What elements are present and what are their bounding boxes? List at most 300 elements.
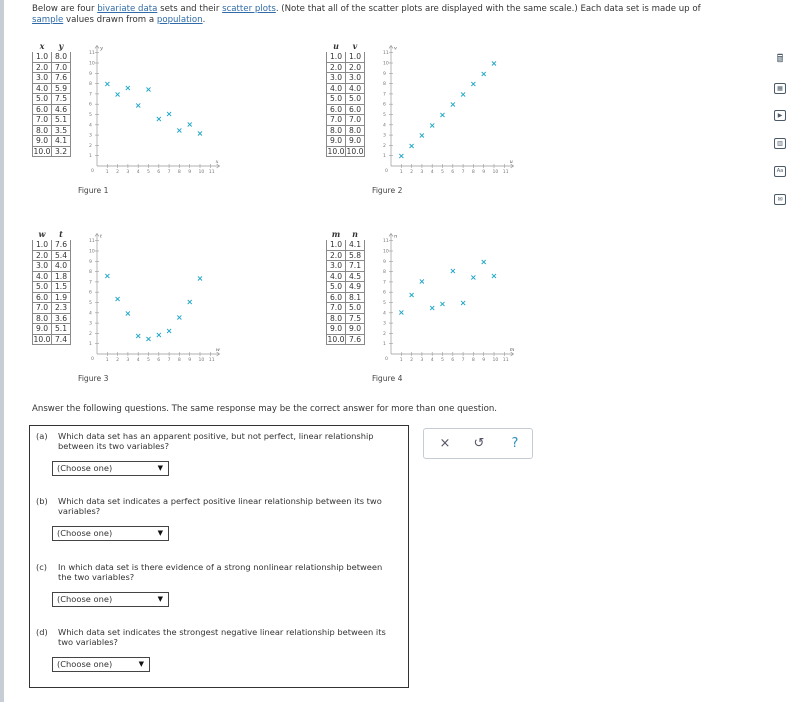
clear-button[interactable]: × [439, 436, 451, 451]
dropdown-arrow-icon: ▼ [157, 529, 163, 537]
table-row [33, 52, 71, 63]
y-tick-label: 3 [383, 321, 386, 327]
x-tick-label: 6 [157, 170, 161, 175]
y-tick-label: 4 [89, 311, 92, 317]
problem-intro [32, 4, 732, 25]
y-tick-label: 10 [89, 249, 95, 255]
table-cell: 10.0 [346, 146, 364, 156]
table-header-row [327, 229, 365, 240]
answer-instructions: Answer the following questions. The same response may be the correct answer for more than one question. [32, 404, 498, 414]
table-row [33, 271, 71, 282]
data-point: × [165, 326, 173, 336]
data-point: × [134, 331, 142, 341]
table-row [327, 104, 365, 115]
table-row [33, 136, 71, 147]
table-cell: 1.0 [346, 52, 365, 63]
table-cell: 10.0 [33, 146, 51, 156]
data-point: × [490, 271, 498, 281]
data-point: × [145, 334, 152, 344]
table-cell: 5.9 [52, 83, 71, 94]
table-cell: 3.0 [346, 73, 365, 84]
table-cell: 9.0 [33, 136, 52, 147]
y-tick-label: 1 [89, 154, 92, 160]
y-tick-label: 2 [89, 331, 92, 337]
question-c-label: (c) [36, 562, 48, 572]
table-cell: 5.8 [346, 250, 365, 261]
table-cell: 4.0 [346, 83, 365, 94]
question-d-label: (d) [36, 627, 48, 637]
data-point: × [186, 297, 194, 307]
y-tick-label: 9 [89, 71, 92, 77]
table-cell: 5.0 [327, 282, 346, 293]
table-cell: 1.0 [33, 52, 52, 63]
table-cell: 8.0 [327, 313, 346, 324]
table-cell: 2.0 [327, 250, 346, 261]
scatter-plot-4 [377, 230, 517, 365]
figure-label: Figure 2 [372, 186, 403, 195]
column-header: n [346, 229, 365, 240]
data-point: × [124, 83, 132, 93]
table-cell: 4.0 [327, 271, 346, 282]
data-table-4 [326, 228, 365, 345]
data-point: × [449, 100, 457, 110]
y-tick-label: 8 [383, 82, 386, 88]
table-cell: 7.6 [52, 240, 71, 251]
data-point: × [176, 312, 183, 322]
column-header: y [52, 41, 71, 52]
x-tick-label: 4 [430, 170, 434, 175]
table-cell: 7.1 [346, 261, 365, 272]
table-row [33, 146, 71, 157]
table-row [33, 303, 71, 314]
table-cell: 7.0 [327, 115, 346, 126]
x-tick-label: 3 [420, 170, 424, 175]
table-cell: 2.0 [327, 62, 346, 73]
data-table-icon[interactable]: ▦ [770, 79, 790, 97]
y-tick-label: 4 [89, 123, 92, 129]
answer-toolbox [423, 428, 533, 459]
left-edge-bar [0, 0, 4, 702]
x-tick-label: 10 [492, 358, 499, 363]
y-tick-label: 1 [89, 342, 92, 348]
undo-button[interactable]: ↺ [473, 436, 485, 451]
y-tick-label: 6 [89, 290, 92, 296]
y-tick-label: 2 [89, 143, 92, 149]
data-point: × [480, 69, 488, 79]
y-tick-label: 8 [89, 82, 92, 88]
table-cell: 7.6 [346, 334, 365, 345]
x-tick-label: 5 [441, 170, 444, 175]
data-point: × [176, 125, 183, 135]
table-cell: 4.0 [52, 261, 71, 272]
y-tick-label: 6 [383, 102, 386, 108]
data-point: × [428, 303, 436, 313]
data-point: × [397, 307, 405, 317]
table-cell: 1.0 [327, 52, 346, 63]
y-tick-label: 6 [89, 102, 92, 108]
table-cell: 6.0 [33, 104, 52, 115]
y-tick-label: 9 [383, 259, 386, 265]
x-tick-label: 4 [430, 358, 434, 363]
table-row [327, 303, 365, 314]
scatter-plot-3 [83, 230, 223, 365]
table-row [327, 313, 365, 324]
data-point: × [408, 290, 415, 300]
table-cell: 4.1 [346, 240, 365, 251]
y-tick-label: 7 [383, 92, 386, 98]
y-tick-label: 1 [383, 342, 386, 348]
data-point: × [103, 271, 111, 281]
data-point: × [165, 109, 173, 119]
x-tick-label: 2 [410, 358, 414, 363]
question-b-select-value: (Choose one) [57, 528, 113, 538]
data-point: × [408, 141, 415, 151]
x-tick-label: 3 [420, 358, 424, 363]
table-row [327, 240, 365, 251]
y-tick-label: 8 [89, 270, 92, 276]
data-point: × [470, 272, 477, 282]
table-cell: 3.0 [327, 73, 346, 84]
table-row [327, 261, 365, 272]
x-tick-label: 6 [157, 358, 161, 363]
data-point: × [439, 110, 446, 120]
y-axis-label: y [100, 45, 103, 52]
x-tick-label: 9 [188, 170, 192, 175]
table-row [327, 115, 365, 126]
periodic-table-icon[interactable]: ▥ [770, 134, 790, 152]
x-tick-label: 7 [167, 358, 171, 363]
y-tick-label: 9 [383, 71, 386, 77]
mail-icon[interactable]: ✉ [770, 190, 790, 208]
data-point: × [439, 299, 446, 309]
table-header-row [33, 229, 71, 240]
column-header: x [33, 41, 52, 52]
x-axis-label: m [509, 347, 515, 353]
data-point: × [459, 89, 467, 99]
dropdown-arrow-icon: ▼ [138, 660, 144, 668]
x-axis-label: w [215, 347, 220, 353]
dropdown-arrow-icon: ▼ [157, 595, 163, 603]
table-row [327, 73, 365, 84]
table-row [33, 261, 71, 272]
y-tick-label: 5 [383, 113, 386, 118]
table-row [33, 313, 71, 324]
table-cell: 9.0 [33, 324, 52, 335]
table-cell: 9.0 [346, 324, 365, 335]
column-header: m [327, 229, 346, 240]
data-point: × [186, 119, 194, 129]
data-point: × [134, 101, 142, 111]
data-point: × [124, 308, 132, 318]
table-cell: 2.0 [33, 250, 52, 261]
x-tick-label: 7 [167, 170, 171, 175]
table-cell: 2.3 [52, 303, 71, 314]
calculator-icon[interactable]: 🖩 [776, 51, 784, 65]
table-cell: 3.6 [52, 313, 71, 324]
x-tick-label: 10 [492, 170, 499, 175]
figure-label: Figure 4 [372, 374, 403, 383]
x-tick-label: 5 [147, 170, 150, 175]
table-row [327, 136, 365, 147]
table-cell: 7.0 [327, 303, 346, 314]
scatter-plots-link[interactable]: scatter plots [222, 4, 276, 14]
table-cell: 8.0 [346, 125, 365, 136]
table-row [327, 52, 365, 63]
table-row [327, 271, 365, 282]
data-point: × [449, 266, 457, 276]
table-cell: 2.0 [346, 62, 365, 73]
data-point: × [196, 129, 204, 139]
video-icon[interactable]: ▶ [770, 106, 790, 124]
table-cell: 6.0 [33, 292, 52, 303]
question-a-text: Which data set has an apparent positive, but not perfect, linear relationship between its two variables? [58, 431, 374, 451]
table-row [327, 83, 365, 94]
y-axis-label: v [394, 45, 397, 52]
y-tick-label: 4 [383, 311, 386, 317]
table-row [33, 125, 71, 136]
intro-text-5: . [202, 14, 206, 25]
table-row [33, 282, 71, 293]
table-row [33, 334, 71, 345]
intro-text-4: values drawn from a [63, 14, 157, 25]
table-cell: 2.0 [33, 62, 52, 73]
column-header: u [327, 41, 346, 52]
x-tick-label: 4 [136, 170, 140, 175]
table-row [327, 292, 365, 303]
table-cell: 3.0 [33, 261, 52, 272]
x-tick-label: 11 [208, 170, 215, 175]
table-cell: 6.0 [346, 104, 365, 115]
data-point: × [428, 120, 436, 130]
table-cell: 4.0 [33, 271, 52, 282]
x-tick-label: 7 [461, 358, 465, 363]
table-cell: 8.1 [346, 292, 365, 303]
origin-label: 0 [385, 169, 388, 174]
table-row [33, 240, 71, 251]
data-table-1 [32, 40, 71, 157]
table-cell: 3.0 [33, 73, 52, 84]
x-tick-label: 11 [502, 170, 509, 175]
question-d-text: Which data set indicates the strongest negative linear relationship between its two variables? [58, 627, 386, 647]
sample-link[interactable]: sample [32, 14, 64, 25]
x-tick-label: 2 [116, 170, 120, 175]
population-link[interactable]: population [156, 14, 203, 25]
table-row [33, 73, 71, 84]
x-tick-label: 4 [136, 358, 140, 363]
x-tick-label: 10 [198, 358, 205, 363]
table-cell: 7.4 [52, 334, 71, 345]
table-cell: 7.0 [346, 115, 365, 126]
column-header: v [346, 41, 365, 52]
data-point: × [418, 276, 426, 286]
x-tick-label: 5 [147, 358, 150, 363]
x-tick-label: 9 [188, 358, 192, 363]
x-tick-label: 10 [198, 170, 205, 175]
table-cell: 7.5 [346, 313, 365, 324]
question-b-text: Which data set indicates a perfect positive linear relationship between its two variables? [58, 496, 382, 516]
data-point: × [196, 273, 204, 283]
table-cell: 10.0 [327, 146, 345, 156]
x-tick-label: 8 [177, 170, 181, 175]
table-cell: 10.0 [33, 334, 51, 344]
table-cell: 7.5 [52, 94, 71, 105]
data-point: × [397, 151, 405, 161]
x-tick-label: 9 [482, 170, 486, 175]
table-cell: 5.0 [33, 282, 52, 293]
table-cell: 7.0 [52, 62, 71, 73]
y-tick-label: 4 [383, 123, 386, 129]
y-tick-label: 11 [383, 51, 389, 57]
x-axis-label: x [215, 159, 219, 165]
table-cell: 1.8 [52, 271, 71, 282]
table-cell: 8.0 [52, 52, 71, 63]
question-b-select[interactable] [52, 526, 169, 541]
intro-text-2: sets and their [157, 4, 223, 14]
y-tick-label: 3 [89, 133, 92, 139]
table-cell: 5.1 [52, 115, 71, 126]
x-tick-label: 8 [471, 358, 475, 363]
glossary-icon[interactable]: Aa [770, 162, 790, 180]
x-tick-label: 8 [177, 358, 181, 363]
y-tick-label: 11 [89, 239, 95, 245]
x-tick-label: 9 [482, 358, 486, 363]
x-tick-label: 1 [399, 170, 403, 175]
question-c-select[interactable] [52, 592, 169, 607]
table-cell: 6.0 [327, 292, 346, 303]
data-table-3 [32, 228, 71, 345]
table-header-row [327, 41, 365, 52]
questions-box [29, 425, 409, 688]
x-tick-label: 1 [399, 358, 403, 363]
table-row [327, 282, 365, 293]
x-tick-label: 3 [126, 170, 130, 175]
x-tick-label: 5 [441, 358, 444, 363]
question-a-select[interactable] [52, 461, 169, 476]
table-cell: 8.0 [33, 313, 52, 324]
figure-label: Figure 1 [78, 186, 109, 195]
table-row [33, 104, 71, 115]
table-row [327, 125, 365, 136]
y-tick-label: 7 [89, 92, 92, 98]
x-tick-label: 7 [461, 170, 465, 175]
table-cell: 10.0 [327, 334, 345, 344]
data-point: × [103, 79, 111, 89]
x-tick-label: 11 [208, 358, 215, 363]
table-cell: 6.0 [327, 104, 346, 115]
y-tick-label: 3 [383, 133, 386, 139]
help-button[interactable]: ? [511, 436, 519, 451]
table-cell: 4.1 [52, 136, 71, 147]
data-point: × [418, 131, 426, 141]
intro-text-1: Below are four [32, 4, 98, 14]
table-cell: 4.9 [346, 282, 365, 293]
x-tick-label: 8 [471, 170, 475, 175]
question-b-label: (b) [36, 496, 48, 506]
table-cell: 7.0 [33, 115, 52, 126]
x-tick-label: 6 [451, 358, 455, 363]
question-a-label: (a) [36, 431, 48, 441]
x-tick-label: 3 [126, 358, 130, 363]
y-tick-label: 7 [89, 280, 92, 286]
dropdown-arrow-icon: ▼ [157, 464, 163, 472]
table-cell: 5.0 [327, 94, 346, 105]
y-tick-label: 1 [383, 154, 386, 160]
origin-label: 0 [385, 357, 388, 362]
y-tick-label: 5 [89, 113, 92, 118]
data-point: × [459, 298, 467, 308]
question-c-text: In which data set is there evidence of a strong nonlinear relationship between the two variables? [58, 562, 383, 582]
data-point: × [490, 59, 498, 68]
table-cell: 4.5 [346, 271, 365, 282]
table-cell: 7.0 [33, 303, 52, 314]
question-a-select-value: (Choose one) [57, 463, 113, 473]
table-cell: 1.0 [327, 240, 346, 251]
table-header-row [33, 41, 71, 52]
y-axis-label: t [100, 233, 103, 240]
column-header: w [33, 229, 52, 240]
table-cell: 4.6 [52, 104, 71, 115]
y-tick-label: 5 [89, 301, 92, 306]
y-tick-label: 10 [383, 249, 389, 255]
y-tick-label: 8 [383, 270, 386, 276]
table-cell: 5.0 [346, 94, 365, 105]
y-tick-label: 2 [383, 143, 386, 149]
table-row [327, 62, 365, 73]
origin-label: 0 [91, 357, 94, 362]
data-point: × [470, 79, 477, 89]
origin-label: 0 [91, 169, 94, 174]
table-cell: 4.0 [327, 83, 346, 94]
table-cell: 3.0 [327, 261, 346, 272]
x-axis-label: u [509, 159, 513, 165]
x-tick-label: 6 [451, 170, 455, 175]
column-header: t [52, 229, 71, 240]
data-point: × [480, 257, 488, 267]
x-tick-label: 2 [116, 358, 120, 363]
table-cell: 5.0 [33, 94, 52, 105]
y-tick-label: 10 [89, 61, 95, 67]
x-tick-label: 1 [105, 358, 109, 363]
table-row [327, 250, 365, 261]
intro-text-3: . (Note that all of the scatter plots are displayed with the same scale.) Each data set is made up of [275, 4, 701, 14]
y-tick-label: 2 [383, 331, 386, 337]
x-tick-label: 11 [502, 358, 509, 363]
table-cell: 5.0 [346, 303, 365, 314]
table-row [327, 146, 365, 157]
y-axis-label: n [394, 233, 398, 240]
table-row [33, 62, 71, 73]
table-row [327, 334, 365, 345]
question-c-select-value: (Choose one) [57, 594, 113, 604]
figure-label: Figure 3 [78, 374, 109, 383]
table-row [33, 292, 71, 303]
table-cell: 3.5 [52, 125, 71, 136]
table-row [33, 94, 71, 105]
y-tick-label: 11 [89, 51, 95, 57]
scatter-plot-2 [377, 42, 517, 177]
question-d-select[interactable] [52, 657, 150, 672]
table-row [33, 250, 71, 261]
table-row [33, 324, 71, 335]
data-point: × [155, 114, 163, 124]
table-cell: 5.4 [52, 250, 71, 261]
table-cell: 8.0 [33, 125, 52, 136]
x-tick-label: 1 [105, 170, 109, 175]
bivariate-data-link[interactable]: bivariate data [97, 4, 158, 14]
table-cell: 1.0 [33, 240, 52, 251]
data-point: × [145, 84, 152, 94]
y-tick-label: 9 [89, 259, 92, 265]
